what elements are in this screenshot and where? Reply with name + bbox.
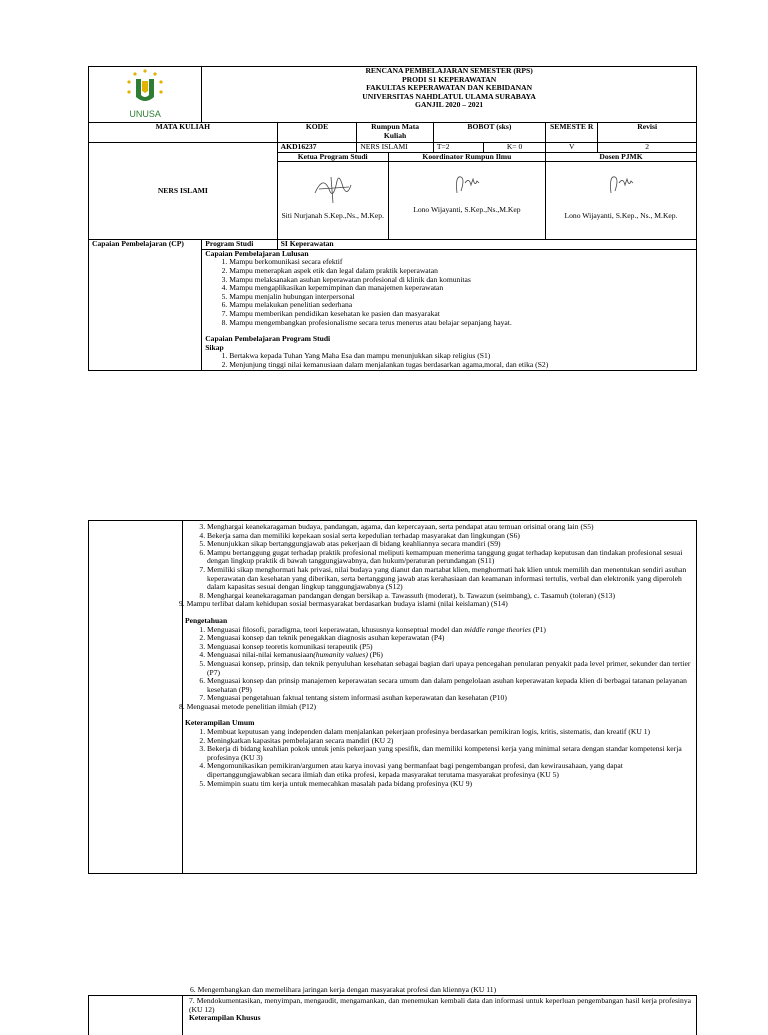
sikap-title: Sikap (205, 342, 224, 352)
dosen-label: Dosen PJMK (545, 152, 696, 162)
page3-content (189, 997, 691, 1023)
sikap-list (205, 352, 693, 369)
list-item: 5. Mampu menjalin hubungan interpersonal (229, 293, 693, 302)
course-name: NERS ISLAMI (89, 143, 278, 240)
list-item: 2. Mampu menerapkan aspek etik dan legal dalam praktik keperawatan (229, 267, 693, 276)
ketua-signature-cell (277, 162, 388, 240)
logo-cell (89, 67, 202, 123)
page2-frame (88, 520, 697, 874)
cp-content (202, 249, 697, 370)
list-item: 1. Menguasai filosofi, paradigma, teori keperawatan, khususnya konseptual model dan middle range theories (P1) (207, 626, 691, 635)
list-item: 7. Menguasai pengetahuan faktual tentang sistem informasi asuhan keperawatan dan kesehatan (P10) (207, 694, 691, 703)
ketua-name: Siti Nurjanah S.Kep.,Ns., M.Kep. (281, 211, 384, 221)
list-item: 6. Mampu melakukan penelitian sederhana (229, 301, 693, 310)
list-item: 3. Bekerja di bidang keahlian pokok untuk jenis pekerjaan yang spesifik, dan memiliki kompetensi kerja yang minimal setara dengan standar kompetensi kerja profesinya (KU 3) (207, 745, 691, 762)
revisi-value: 2 (598, 143, 697, 153)
koordinator-name: Lono Wijayanti, S.Kep.,Ns.,M.Kep (413, 205, 521, 215)
colhead-kode: KODE (277, 123, 357, 143)
dosen-signature-cell (545, 162, 696, 240)
bobot-t: T=2 (433, 143, 483, 153)
colhead-mata-kuliah: MATA KULIAH (89, 123, 278, 143)
list-item: 7. Memiliki sikap menghormati hak privasi, nilai budaya yang dianut dan martabat klien, menghormati hak klien untuk memilih dan menentukan sendiri asuhan keperawatan dan kesehatan yang diberikan, serta bertanggung jawab atas kerahasiaan dan keamanan informasi tertulis, verbal dan elektronik yang diperoleh dalam kapasitas sesuai dengan lingkup tanggungjawabnya (S12) (207, 566, 691, 592)
bobot-k: K= 0 (484, 143, 546, 153)
ku-item-7: 7. Mendokumentasikan, menyimpan, mengaudit, mengamankan, dan menemukan kembali data dan informasi untuk keperluan pengembangan hasil kerja profesinya (KU 12) (189, 996, 691, 1014)
list-item: 1. Bertakwa kepada Tuhan Yang Maha Esa dan mampu menunjukkan sikap religius (S1) (229, 352, 693, 361)
cp-label: Capaian Pembelajaran (CP) (89, 240, 202, 370)
colhead-semester: SEMESTE R (545, 123, 597, 143)
koordinator-label: Koordinator Rumpun Ilmu (388, 152, 545, 162)
signature-icon (447, 169, 487, 199)
title-line: RENCANA PEMBELAJARAN SEMESTER (RPS) (365, 66, 533, 75)
prodi-cp-title: Capaian Pembelajaran Program Studi (205, 334, 331, 344)
list-item: 3. Menghargai keanekaragaman budaya, pandangan, agama, dan kepercayaan, serta pendapat atau temuan orisinal orang lain (S5) (207, 523, 691, 532)
lulusan-title: Capaian Pembelajaran Lulusan (205, 248, 309, 258)
list-item: 4. Bekerja sama dan memiliki kepekaan sosial serta kepedulian terhadap masyarakat dan lingkungan (S6) (207, 532, 691, 541)
signature-icon (601, 169, 641, 199)
list-item: 8. Menghargai keanekaragaman pandangan dengan bersikap a. Tawassuth (moderat), b. Tawazun (seimbang), c. Tasamuh (toleran) (S13) (207, 592, 691, 601)
pengetahuan-list (185, 626, 691, 703)
course-rumpun: NERS ISLAMI (357, 143, 434, 153)
lulusan-list (205, 258, 693, 327)
list-item: 3. Menguasai konsep teoretis komunikasi terapeutik (P5) (207, 643, 691, 652)
document-title-block (202, 67, 697, 123)
title-line: GANJIL 2020 – 2021 (415, 100, 484, 110)
ku-title: Keterampilan Umum (185, 718, 255, 728)
title-line: UNIVERSITAS NAHDLATUL ULAMA SURABAYA (362, 91, 536, 101)
course-code: AKD16237 (277, 143, 357, 153)
page3-continued-line: 6. Mengembangkan dan memelihara jaringan kerja dengan masyarakat profesi dan kliennya (KU 11) (190, 985, 497, 994)
list-item: 6. Menguasai konsep dan prinsip manajemen keperawatan secara umum dan dalam pengelolaan asuhan keperawatan kepada klien di berbagai tatanan pelayanan kesehatan (P9) (207, 677, 691, 694)
title-line: PRODI S1 KEPERAWATAN (401, 74, 497, 84)
signature-icon (309, 167, 357, 207)
list-item: 5. Menunjukkan sikap bertanggungjawab atas pekerjaan di bidang keahliannya secara mandiri (S9) (207, 540, 691, 549)
list-item: 7. Mampu memberikan pendidikan kesehatan ke pasien dan masyarakat (229, 310, 693, 319)
list-item: 2. Meningkatkan kapasitas pembelajaran secara mandiri (KU 2) (207, 737, 691, 746)
colhead-revisi: Revisi (598, 123, 697, 143)
list-item: 5. Menguasai konsep, prinsip, dan teknik penyuluhan kesehatan sebagai bagian dari upaya pencegahan penularan penyakit pada level primer, sekunder dan tertier (P7) (207, 660, 691, 677)
rps-header-table (88, 66, 697, 371)
pengetahuan-p12: 8. Menguasai metode penelitian ilmiah (P12) (179, 701, 317, 711)
colhead-bobot: BOBOT (sks) (433, 123, 545, 143)
list-item: 1. Membuat keputusan yang independen dalam menjalankan pekerjaan profesinya berdasarkan pemikiran logis, kritis, sistematis, dan kreatif (KU 1) (207, 728, 691, 737)
page2-content (179, 522, 691, 788)
list-item: 2. Menjunjung tinggi nilai kemanusiaan dalam menjalankan tugas berdasarkan agama,moral, dan etika (S2) (229, 361, 693, 370)
logo-text: UNUSA (129, 108, 161, 119)
title-line: FAKULTAS KEPERAWATAN DAN KEBIDANAN (366, 83, 533, 93)
prodi-label: Program Studi (202, 240, 277, 250)
page3-frame (88, 995, 697, 1035)
list-item: 3. Mampu melaksanakan asuhan keperawatan profesional di klinik dan komunitas (229, 276, 693, 285)
colhead-rumpun: Rumpun Mata Kuliah (357, 123, 434, 143)
list-item: 1. Mampu berkomunikasi secara efektif (229, 258, 693, 267)
ku-list (185, 728, 691, 788)
kk-title: Keterampilan Khusus (189, 1013, 261, 1023)
sikap-s14: 9. Mampu terlibat dalam kehidupan sosial bermasyarakat berdasarkan budaya islami (nilai keislaman) (S14) (179, 599, 508, 609)
dosen-name: Lono Wijayanti, S.Kep., Ns., M.Kep. (564, 211, 678, 221)
list-item: 4. Mampu mengaplikasikan kepemimpinan dan manajemen keperawatan (229, 284, 693, 293)
sikap-list-continued (185, 523, 691, 600)
pengetahuan-title: Pengetahuan (185, 615, 228, 625)
koordinator-signature-cell (388, 162, 545, 240)
list-item: 8. Mampu mengembangkan profesionalisme secara terus menerus atau belajar sepanjang hayat. (229, 319, 693, 328)
list-item: 5. Memimpin suatu tim kerja untuk memecahkan masalah pada bidang profesinya (KU 9) (207, 780, 691, 789)
list-item: 4. Mengomunikasikan pemikiran/argumen atau karya inovasi yang bermanfaat bagi pengembangan profesi, dan kewirausahaan, yang dapat dipertanggungjawabkan secara ilmiah dan etika profesi, kepada masyarakat terutama masyarakat profesinya (KU 5) (207, 762, 691, 779)
unusa-logo-icon (123, 67, 167, 107)
prodi-value: SI Keperawatan (277, 240, 696, 250)
list-item: 6. Mampu bertanggung gugat terhadap praktik profesional meliputi kemampuan menerima tanggung gugat terhadap keputusan dan tindakan profesional sesuai dengan lingkup praktik di bawah tanggungjawabnya, dan hukum/peraturan perundangan (S11) (207, 549, 691, 566)
ketua-label: Ketua Program Studi (277, 152, 388, 162)
list-item: 4. Menguasai nilai-nilai kemanusiaan(humanity values) (P6) (207, 651, 691, 660)
list-item: 2. Menguasai konsep dan teknik penegakkan diagnosis asuhan keperawatan (P4) (207, 634, 691, 643)
semester-value: V (545, 143, 597, 153)
